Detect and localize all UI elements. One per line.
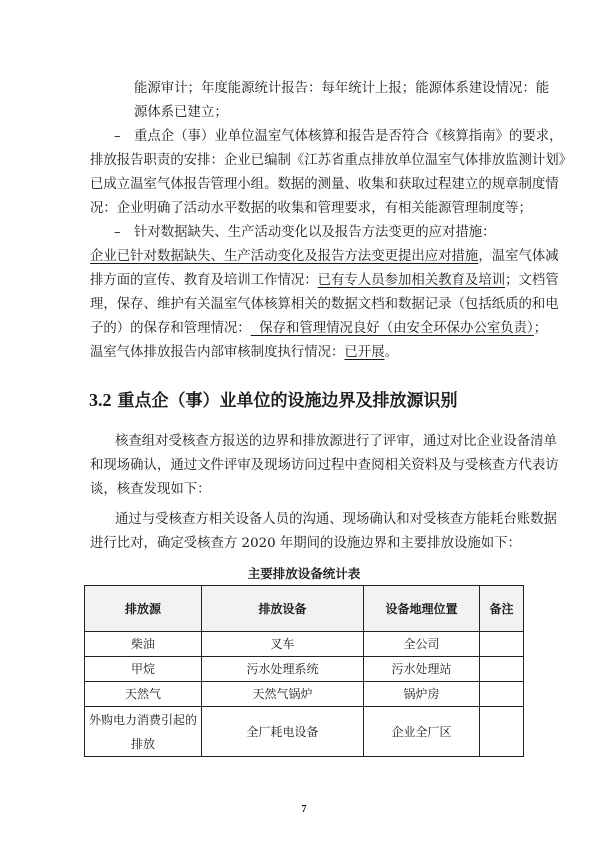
table-row [85,707,524,757]
text-span: 重点企（事）业单位温室气体核算和报告是否符合《核算指南》的要求， [134,129,563,144]
text-line: 核查组对受核查方报送的边界和排放源进行了评审，通过对比企业设备清单 [115,434,557,449]
section-title: 重点企（事）业单位的设施边界及排放源识别 [117,391,458,411]
column-header: 排放源 [85,586,202,632]
body-block-1 [90,430,559,502]
table-cell: 企业全厂区 [364,707,480,757]
text-span: 。 [384,345,398,360]
body-block-2 [90,508,557,556]
table-cell: 天然气 [85,682,202,707]
section-number: 3.2 [89,390,112,410]
text-line [90,245,559,269]
list-dash: – [114,225,121,240]
table-cell: 污水处理站 [364,657,480,682]
text-line [90,341,524,365]
text-span: 子的）的保存和管理情况： [90,321,251,336]
text-span: ； [533,321,548,336]
section-heading [89,387,458,414]
table-cell: 全公司 [364,632,480,657]
text-span: 排方面的宣传、教育及培训工作情况： [90,273,318,288]
table-cell [480,657,524,682]
table-cell: 柴油 [85,632,202,657]
underlined-text: 保存和管理情况良好（由安全环保办公室负责） [250,321,534,336]
list-item [90,125,563,149]
table-cell: 甲烷 [85,657,202,682]
text-line: 谈，核查发现如下： [90,482,211,497]
table-row [85,657,524,682]
text-line [90,317,548,341]
text-line: 进行比对，确定受核查方 2020 年期间的设施边界和主要排放设施如下： [90,536,521,551]
table-cell [480,632,524,657]
table-cell: 叉车 [202,632,364,657]
list-item [90,221,524,245]
text-line: 能源审计；年度能源统计报告：每年统计上报；能源体系建设情况：能 [134,81,550,96]
text-line: 理，保存、维护有关温室气体核算相关的数据文档和数据记录（包括纸质的和电 [90,297,559,312]
column-header: 设备地理位置 [364,586,480,632]
table-cell: 天然气锅炉 [202,682,364,707]
text-line: 源体系已建立； [134,105,228,120]
column-header: 备注 [480,586,524,632]
text-line: 通过与受核查方相关设备人员的沟通、现场确认和对受核查方能耗台账数据 [115,512,557,527]
text-line: 排放报告职责的安排：企业已编制《江苏省重点排放单位温室气体排放监测计划》 [90,153,573,168]
table-cell: 锅炉房 [364,682,480,707]
table-cell [480,707,524,757]
table-cell: 污水处理系统 [202,657,364,682]
table-cell: 外购电力消费引起的排放 [85,707,202,757]
list-dash: – [114,129,121,144]
column-header: 排放设备 [202,586,364,632]
table-header-row [85,586,524,632]
text-span: 温室气体排放报告内部审核制度执行情况： [90,345,345,360]
table-cell [480,682,524,707]
underlined-text: 企业已针对数据缺失、生产活动变化及报告方法变更提出应对措施 [90,249,479,264]
text-span: ，温室气体减 [478,249,559,264]
text-line: 已成立温室气体报告管理小组。数据的测量、收集和获取过程建立的规章制度情 [90,177,559,192]
text-line: 况：企业明确了活动水平数据的收集和管理要求，有相关能源管理制度等； [90,201,532,216]
table-row [85,632,524,657]
text-line [90,269,559,293]
upper-text-block [90,77,573,365]
page-number: 7 [301,804,307,815]
text-span: ；文档管 [505,273,559,288]
text-span: 针对数据缺失、生产活动变化以及报告方法变更的应对措施： [134,225,496,240]
table-cell: 全厂耗电设备 [202,707,364,757]
table-title: 主要排放设备统计表 [247,566,361,581]
underlined-text: 已开展 [344,345,385,360]
table-row [85,682,524,707]
text-line: 和现场确认，通过文件评审及现场访问过程中查阅相关资料及与受核查方代表访 [90,458,559,473]
emission-equipment-table [84,585,524,757]
underlined-text: 已有专人员参加相关教育及培训 [317,273,506,288]
